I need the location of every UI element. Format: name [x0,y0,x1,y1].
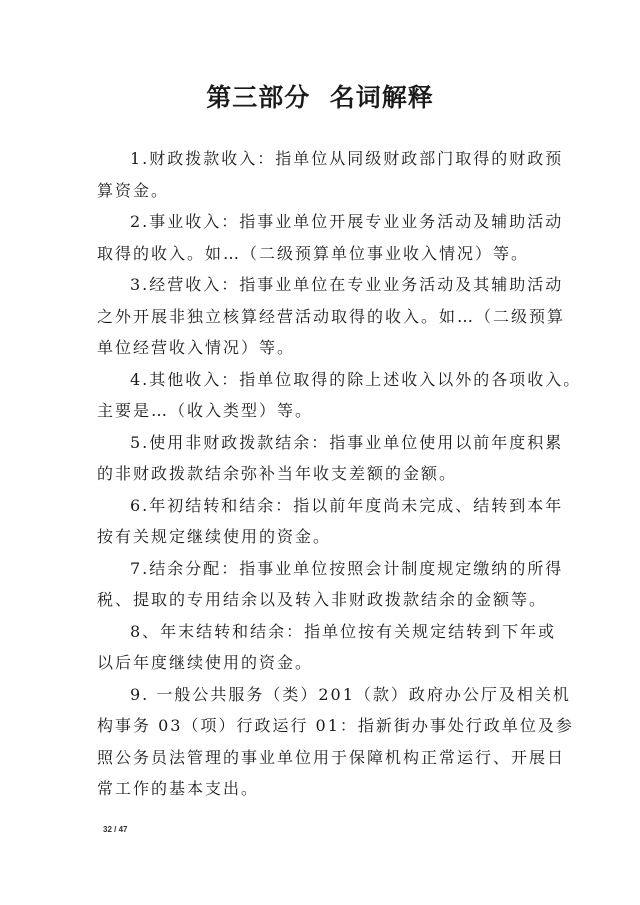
definition-line: 1.财政拨款收入：指单位从同级财政部门取得的财政预 [130,149,564,168]
definition-line: 8、年末结转和结余：指单位按有关规定结转到下年或 [130,621,557,641]
definitions-list [97,143,582,805]
definition-line: 单位经营收入情况）等。 [97,338,296,357]
definition-line: 之外开展非独立核算经营活动取得的收入。如…（二级预算 [97,306,566,326]
definition-line: 4.其他收入：指单位取得的除上述收入以外的各项收入。 [130,369,582,389]
definition-line: 按有关规定继续使用的资金。 [97,527,332,546]
definition-line: 常工作的基本支出。 [97,779,260,798]
definition-line: 税、提取的专用结余以及转入非财政拨款结余的金额等。 [97,590,548,609]
definition-item [97,427,564,490]
definition-line: 2.事业收入：指事业单位开展专业业务活动及辅助活动 [130,212,564,231]
definition-line: 构事务 03（项）行政运行 01：指新街办事处行政单位及参 [97,716,574,735]
definition-item [97,553,564,616]
definition-item [97,206,564,269]
page-number: 32 / 47 [103,825,128,834]
definition-line: 以后年度继续使用的资金。 [97,653,314,672]
definition-line: 7.结余分配：指事业单位按照会计制度规定缴纳的所得 [130,558,564,578]
definition-line: 9. 一般公共服务（类）201（款）政府办公厅及相关机 [130,684,571,704]
definition-line: 3.经营收入：指事业单位在专业业务活动及其辅助活动 [130,275,564,294]
definition-item [97,490,564,553]
definition-line: 取得的收入。如…（二级预算单位事业收入情况）等。 [97,243,530,263]
definition-item [97,616,557,679]
definition-line: 照公务员法管理的事业单位用于保障机构正常运行、开展日 [97,747,566,767]
definition-line: 算资金。 [97,180,170,200]
definition-item [97,679,574,805]
definition-line: 5.使用非财政拨款结余：指事业单位使用以前年度积累 [130,432,564,452]
definition-item [97,269,566,364]
definition-line: 的非财政拨款结余弥补当年收支差额的金额。 [97,464,458,483]
definition-item [97,143,564,206]
page-title: 第三部分 名词解释 [206,83,434,112]
definition-item [97,364,582,427]
definition-line: 6.年初结转和结余：指以前年度尚未完成、结转到本年 [130,495,564,515]
definition-line: 主要是…（收入类型）等。 [97,401,314,420]
